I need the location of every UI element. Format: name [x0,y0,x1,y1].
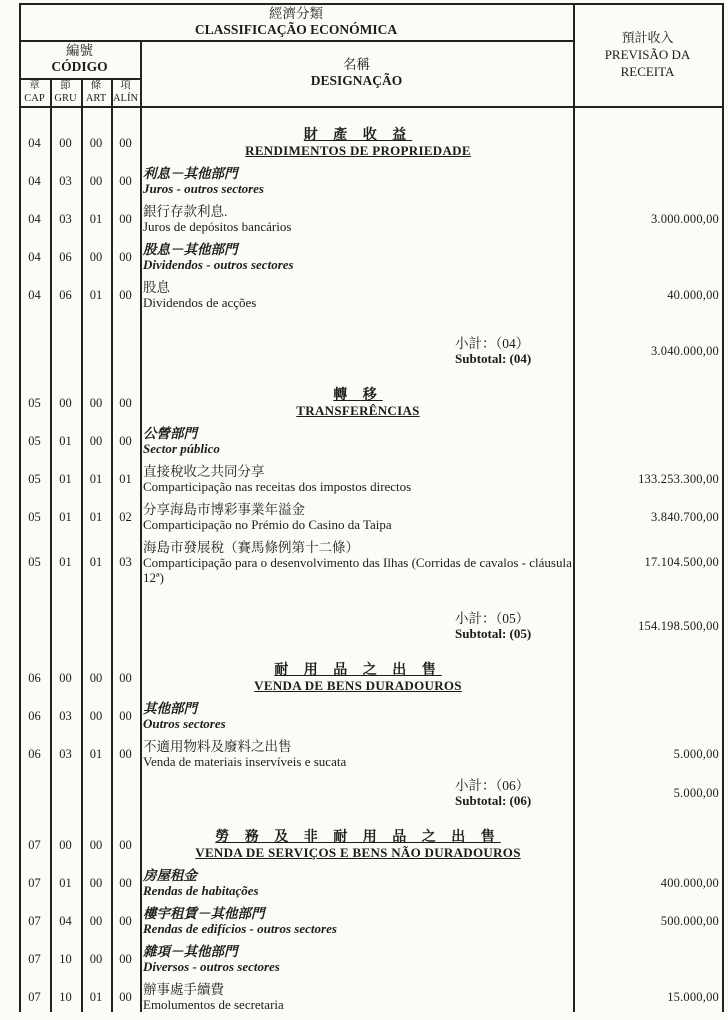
code-cell: 01 [119,471,132,486]
designation-cell [140,336,573,366]
amount-value: 3.840.700,00 [650,509,719,524]
designation-pt-text: Subtotal: (05) [455,626,532,641]
amount-value [573,426,724,456]
code-cell: 00 [119,395,132,410]
designation-cell [140,830,573,860]
designation-cell [140,204,573,234]
table-row-group [19,701,724,731]
code-cell: 06 [59,249,72,264]
designation-cell [140,280,573,310]
code-cell: 00 [89,395,103,410]
code-cells [19,388,140,418]
code-cells [19,204,140,234]
code-cell: 07 [28,913,41,928]
code-cell: 00 [89,837,103,852]
code-cells [19,830,140,860]
designation-cell [140,166,573,196]
code-cell [19,611,50,641]
code-cell: 05 [28,509,41,524]
amount-value [573,388,724,418]
table-row-subtotal [19,611,724,641]
code-cells [19,778,140,808]
code-cell: 10 [59,951,72,966]
classification-title-pt: CLASSIFICAÇÃO ECONÓMICA [194,21,398,37]
table-row-subtotal [19,778,724,808]
table-row-group [19,868,724,898]
designation-zh-text: 勞 務 及 非 耐 用 品 之 出 售 [215,830,501,845]
amount-value: 15.000,00 [667,989,719,1004]
table-row-group [19,944,724,974]
subcol-header-alin [111,78,140,106]
designation-pt [143,716,573,731]
code-cell: 03 [59,708,72,723]
subtotal-label-pt [455,351,573,366]
designation-pt-text: Dividendos - outros sectores [143,257,294,272]
designation-zh [143,663,573,678]
designation-zh-text: 房屋租金 [143,868,197,883]
code-cell: 00 [89,708,103,723]
designation-zh [143,388,573,403]
code-cells [19,944,140,974]
code-cell: 10 [59,989,72,1004]
designation-pt [143,257,573,272]
amount-value [573,166,724,196]
table-row-group [19,906,724,936]
code-cell [81,611,111,641]
designation-cell [140,701,573,731]
designation-pt-text: Emolumentos de secretaria [143,997,284,1012]
designation-zh-text: 財 產 收 益 [303,128,413,143]
table-row-item [19,280,724,310]
code-cell: 04 [28,173,41,188]
designation-zh [143,868,573,883]
code-cells [19,166,140,196]
designation-zh-text: 銀行存款利息. [143,204,228,219]
code-cells [19,280,140,310]
code-cell [50,611,81,641]
code-cells [19,426,140,456]
amount-value [573,830,724,860]
designation-pt [143,921,573,936]
designation-zh [143,944,573,959]
amount-value: 133.253.300,00 [638,471,719,486]
code-cells [19,906,140,936]
designation-pt [143,959,573,974]
code-column-header [19,40,140,78]
code-cell: 01 [89,989,103,1004]
code-cell: 01 [59,875,72,890]
table-row-group [19,242,724,272]
classification-header [19,3,573,40]
designation-zh [143,464,573,479]
subcol-gru-pt: GRU [54,92,77,104]
designation-pt-text: Outros sectores [143,716,226,731]
designation-cell [140,982,573,1012]
code-cell: 00 [119,708,132,723]
designation-cell [140,944,573,974]
designation-cell [140,502,573,532]
designation-pt [143,883,573,898]
code-cell: 07 [28,837,41,852]
designation-pt [143,997,573,1012]
code-cell: 05 [28,395,41,410]
designation-cell [140,540,573,585]
classification-title-zh: 經濟分類 [269,5,323,21]
designation-pt-text: Venda de materiais inservíveis e sucata [143,754,347,769]
code-cell: 00 [119,135,132,150]
code-cell: 00 [119,249,132,264]
table-row-section [19,388,724,418]
code-cells [19,502,140,532]
code-cell: 00 [119,875,132,890]
designation-zh-text: 其他部門 [143,701,197,716]
code-cell: 07 [28,951,41,966]
code-cell: 00 [119,173,132,188]
code-cell: 06 [28,670,41,685]
code-cell: 00 [59,135,72,150]
code-cell: 04 [28,287,41,302]
designation-pt-text: Diversos - outros sectores [143,959,280,974]
designation-zh [143,204,573,219]
code-cell [50,336,81,366]
designation-zh-text: 公營部門 [143,426,197,441]
code-cell: 05 [28,433,41,448]
table-row-item [19,540,724,585]
code-cell: 01 [89,509,103,524]
table-row-item [19,502,724,532]
designation-zh-text: 小計：（06） [455,778,530,793]
table-row-subtotal [19,336,724,366]
designation-zh-text: 股息－其他部門 [143,242,238,257]
table-row-item [19,464,724,494]
code-cell: 04 [28,211,41,226]
designation-pt [143,678,573,693]
designation-pt-text: Comparticipação nas receitas dos impostos directos [143,479,412,494]
code-cell [81,778,111,808]
code-cell [111,778,140,808]
designation-pt-text: Subtotal: (06) [455,793,532,808]
code-cell: 03 [59,173,72,188]
designation-cell [140,426,573,456]
designation-zh [143,982,573,997]
designation-pt-text: TRANSFERÊNCIAS [296,403,420,418]
code-cell: 06 [28,708,41,723]
amount-value [573,701,724,731]
designation-zh [143,502,573,517]
amount-value: 5.000,00 [673,785,719,800]
table-row-section [19,663,724,693]
designation-pt [143,181,573,196]
code-cells [19,982,140,1012]
designation-column-header [140,40,573,106]
code-cell: 00 [59,395,72,410]
code-cell [111,336,140,366]
table-row-section [19,128,724,158]
designation-pt-text: Comparticipação para o desenvolvimento das Ilhas (Corridas de cavalos - cláusula 12ª) [143,555,572,585]
designation-pt-text: VENDA DE SERVIÇOS E BENS NÃO DURADOUROS [195,845,521,860]
subcol-alin-pt: ALÍN [112,92,139,104]
code-cell: 06 [28,746,41,761]
designation-cell [140,464,573,494]
designation-pt-text: Subtotal: (04) [455,351,532,366]
designation-zh [143,128,573,143]
code-cells [19,611,140,641]
code-cell: 01 [59,555,72,569]
code-cells [19,128,140,158]
revenue-header-pt-1: PREVISÃO DA [604,47,691,62]
code-header-zh: 編號 [66,43,93,58]
designation-pt-text: Comparticipação no Prémio do Casino da Taipa [143,517,392,532]
code-cell: 01 [59,509,72,524]
code-cell: 00 [119,670,132,685]
designation-zh-text: 耐 用 品 之 出 售 [274,663,442,678]
designation-zh-text: 轉 移 [333,388,383,403]
subcol-gru-zh: 節 [60,79,71,91]
amount-value: 3.040.000,00 [650,343,719,358]
code-cells [19,336,140,366]
designation-pt [143,403,573,418]
designation-cell [140,739,573,769]
amount-value: 17.104.500,00 [644,555,719,569]
subcol-header-art [81,78,111,106]
amount-value [573,944,724,974]
designation-pt [143,295,573,310]
designation-pt [143,441,573,456]
subtotal-label-zh [455,778,573,793]
code-cell: 05 [28,471,41,486]
code-cell: 01 [59,433,72,448]
designation-zh-text: 利息－其他部門 [143,166,238,181]
revenue-header-zh: 預計收入 [621,30,674,45]
designation-zh-text: 直接稅收之共同分享 [143,464,265,479]
subcol-art-zh: 條 [90,79,102,91]
designation-pt [143,143,573,158]
code-cells [19,242,140,272]
amount-value: 40.000,00 [667,287,719,302]
revenue-column-header [573,3,722,106]
designation-cell [140,663,573,693]
code-cell: 00 [119,913,132,928]
revenue-header-pt-2: RECEITA [620,64,675,79]
code-cell: 01 [89,211,103,226]
code-cell: 01 [89,287,103,302]
code-cell: 04 [28,249,41,264]
amount-value [573,242,724,272]
code-cell: 00 [89,913,103,928]
subtotal-label-pt [455,793,573,808]
subcol-art-pt: ART [85,92,107,104]
designation-zh [143,701,573,716]
code-cell [81,336,111,366]
code-cell: 00 [89,249,103,264]
code-cells [19,701,140,731]
code-header-pt: CÓDIGO [51,59,108,74]
code-cell: 01 [89,471,103,486]
code-cell: 00 [89,951,103,966]
subcol-alin-zh: 項 [120,79,131,91]
amount-value: 3.000.000,00 [650,211,719,226]
table-row-item [19,739,724,769]
table-row-section [19,830,724,860]
designation-cell [140,778,573,808]
designation-cell [140,242,573,272]
designation-cell [140,868,573,898]
subcol-header-cap [19,78,50,106]
designation-zh [143,540,573,555]
code-cell: 00 [119,837,132,852]
table-row-item [19,204,724,234]
code-cell: 00 [89,670,103,685]
designation-zh [143,906,573,921]
designation-pt-text: Juros de depósitos bancários [143,219,292,234]
designation-cell [140,388,573,418]
code-cells [19,739,140,769]
subcol-header-gru [50,78,81,106]
code-cells [19,663,140,693]
designation-zh-text: 小計：（05） [455,611,530,626]
designation-cell [140,906,573,936]
code-cell: 05 [28,555,41,569]
table-row-group [19,426,724,456]
code-cell: 07 [28,875,41,890]
amount-value: 154.198.500,00 [638,618,719,633]
designation-pt [143,845,573,860]
code-cell: 00 [59,837,72,852]
designation-pt [143,555,573,585]
subtotal-label-pt [455,626,573,641]
designation-zh [143,242,573,257]
table-row-item [19,982,724,1012]
designation-pt-text: RENDIMENTOS DE PROPRIEDADE [245,143,471,158]
designation-header-zh: 名稱 [343,57,370,72]
code-cell: 00 [119,287,132,302]
amount-value: 400.000,00 [660,875,719,890]
code-cells [19,540,140,585]
code-cell: 00 [119,433,132,448]
amount-value [573,663,724,693]
designation-pt-text: VENDA DE BENS DURADOUROS [254,678,462,693]
designation-pt [143,517,573,532]
code-cell [19,336,50,366]
designation-zh [143,280,573,295]
designation-zh-text: 雜項－其他部門 [143,944,238,959]
designation-zh-text: 樓宇租賃－其他部門 [143,906,265,921]
designation-zh-text: 海島市發展稅（賽馬條例第十二條） [143,540,359,555]
designation-zh-text: 小計：（04） [455,336,530,351]
subtotal-label-zh [455,336,573,351]
table-row-group [19,166,724,196]
code-cell: 00 [119,951,132,966]
designation-pt-text: Sector público [143,441,220,456]
subcol-cap-pt: CAP [24,92,45,104]
code-cell: 04 [28,135,41,150]
code-cell [111,611,140,641]
amount-value: 5.000,00 [673,746,719,761]
code-cell: 07 [28,989,41,1004]
code-cell: 03 [119,555,132,569]
designation-pt-text: Dividendos de acções [143,295,257,310]
amount-value: 500.000,00 [660,913,719,928]
designation-zh [143,830,573,845]
code-cell: 00 [89,135,103,150]
code-cells [19,464,140,494]
designation-pt-text: Rendas de edifícios - outros sectores [143,921,337,936]
designation-zh-text: 股息 [143,280,170,295]
code-cell: 00 [119,746,132,761]
designation-cell [140,128,573,158]
code-cell: 00 [89,433,103,448]
code-cell: 00 [89,875,103,890]
code-cell: 01 [89,555,103,569]
code-cell: 02 [119,509,132,524]
designation-zh [143,166,573,181]
designation-zh [143,426,573,441]
code-cell: 00 [89,173,103,188]
code-cell [19,778,50,808]
designation-pt [143,479,573,494]
designation-zh-text: 辦事處手續費 [143,982,224,997]
designation-zh-text: 分享海島市博彩事業年溢金 [143,502,305,517]
designation-zh-text: 不適用物料及廢料之出售 [143,739,292,754]
amount-value [573,128,724,158]
designation-pt [143,754,573,769]
code-cells [19,868,140,898]
code-cell: 03 [59,211,72,226]
designation-header-pt: DESIGNAÇÃO [310,73,403,88]
code-cell: 00 [119,989,132,1004]
designation-pt-text: Rendas de habitações [143,883,259,898]
designation-pt [143,219,573,234]
code-cell: 01 [59,471,72,486]
code-cell: 00 [59,670,72,685]
code-cell: 03 [59,746,72,761]
code-cell: 00 [119,211,132,226]
code-cell [50,778,81,808]
designation-pt-text: Juros - outros sectores [143,181,264,196]
table-body [19,106,724,1012]
designation-zh [143,739,573,754]
code-cell: 04 [59,913,72,928]
code-cell: 06 [59,287,72,302]
designation-cell [140,611,573,641]
code-cell: 01 [89,746,103,761]
subcol-cap-zh: 章 [29,79,40,91]
subtotal-label-zh [455,611,573,626]
